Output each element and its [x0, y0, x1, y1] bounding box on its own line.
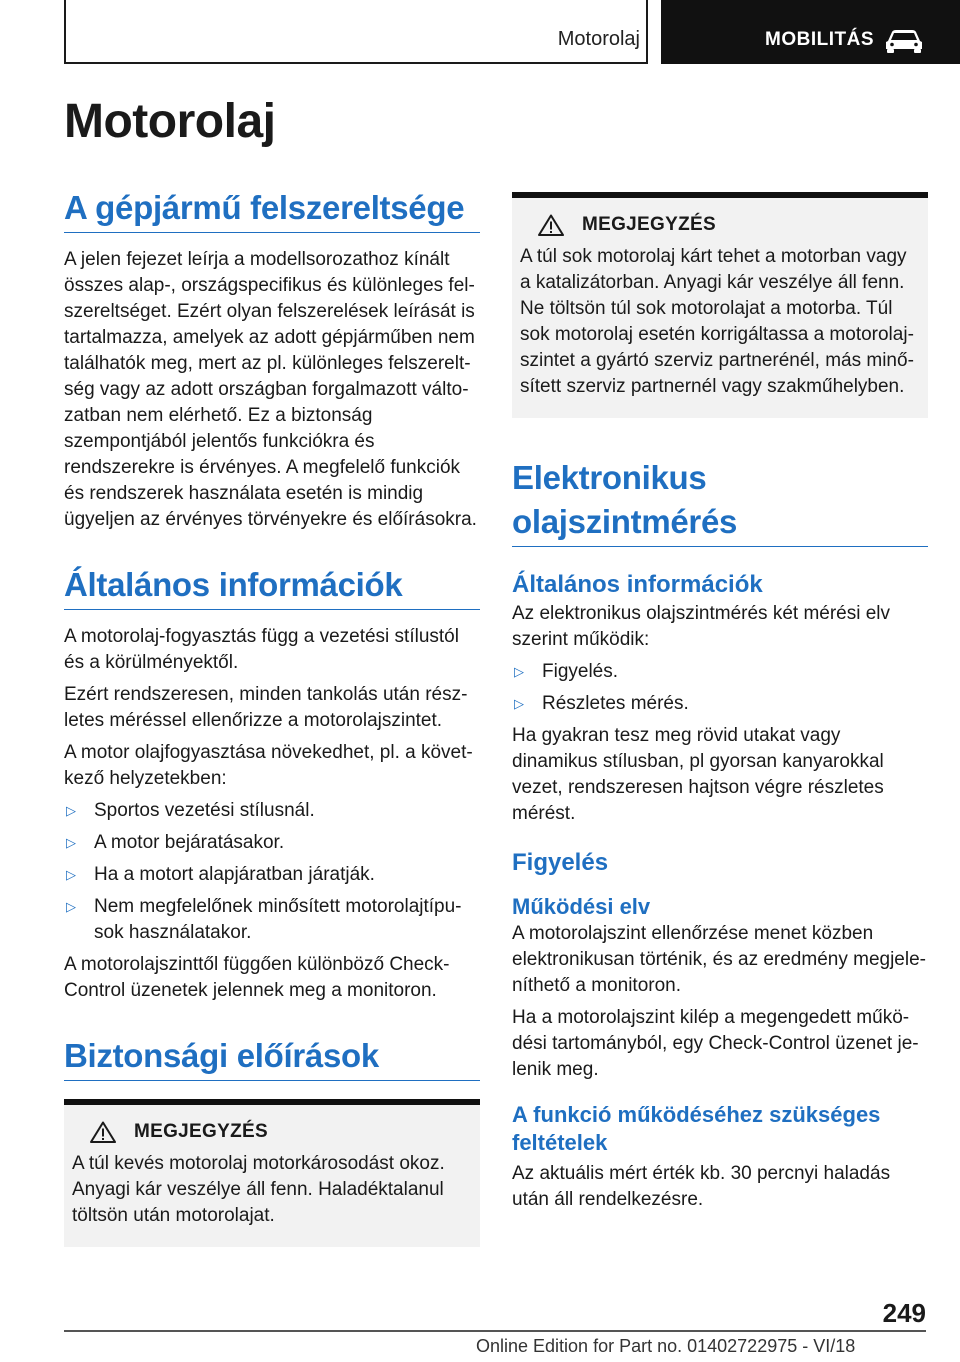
warning-triangle-icon	[538, 214, 564, 236]
consumption-situations-list	[64, 798, 480, 946]
paragraph-requirements: Az aktuális mért érték kb. 30 percnyi haladás után áll rendelkezésre.	[512, 1163, 891, 1210]
triangle-bullet-icon: ▷	[66, 899, 76, 914]
paragraph-measurement-principles: Az elektronikus olajszintmérés két mérési elv szerint működik:	[512, 603, 891, 650]
footer-divider	[64, 1330, 926, 1332]
note-box-low-oil	[64, 1099, 480, 1247]
heading-requirements: A funkció működéséhez szükséges feltételek	[512, 1102, 881, 1155]
note-box-too-much-oil	[512, 192, 928, 418]
list-item: ▷ A motor bejáratásakor.	[64, 830, 480, 856]
heading-general-info-right: Általános információk	[512, 571, 763, 598]
note-text: A túl sok motorolaj kárt tehet a motorban vagy a katalizátorban. Anyagi kár veszélye áll fenn. Ne töltsön túl sok motorolajat a motorba. Túl sok motorolaj esetén korrigáltassa a motorolajszintet a gyártó szerviz partnerénél, más minősített szerviz partnernél vagy szakműhelyben.	[520, 246, 914, 397]
paragraph-check-control: A motorolajszinttől függően különböző Check-Control üzenetek jelennek meg a monitoron.	[64, 954, 450, 1001]
list-item: ▷ Figyelés.	[512, 659, 928, 685]
measurement-principles-list	[512, 659, 928, 717]
paragraph-principle-2: Ha a motorolajszint kilép a megengedett működési tartományból, egy Check-Control üzenet jelenik meg.	[512, 1007, 919, 1080]
list-item: ▷ Ha a motort alapjáratban járatják.	[64, 862, 480, 888]
paragraph-equipment: A jelen fejezet leírja a modellsorozathoz kínált összes alap-, országspecifikus és különleges felszereltséget. Ezért olyan felszerelések leírását is tartalmazza, amelyek az adott gépjárműben nem találhatók meg, mert az pl. különleges felszereltség vagy az adott országban forgalmazott változatban nem elérhető. Ez a biztonság szempontjából jelentős funkciókra és rendszerekre is érvényes. A megfelelő funkciók és rendszerek használata esetén is mindig ügyeljen az érvényes törvényekre és előírásokra.	[64, 249, 477, 530]
triangle-bullet-icon: ▷	[66, 803, 76, 818]
heading-safety: Biztonsági előírások	[64, 1034, 480, 1081]
paragraph-short-trips: Ha gyakran tesz meg rövid utakat vagy dinamikus stílusban, pl gyorsan kanyarokkal vezet, rendszeresen hajtson végre részletes mérést.	[512, 725, 884, 824]
note-title: MEGJEGYZÉS	[134, 1121, 268, 1142]
page-number: 249	[882, 1298, 926, 1328]
triangle-bullet-icon: ▷	[514, 664, 524, 679]
heading-operating-principle: Működési elv	[512, 894, 651, 919]
header-brand: MOBILITÁS	[765, 29, 874, 50]
heading-electronic-oil-measurement: Elektronikus olajszintmérés	[512, 456, 928, 547]
list-item: ▷ Nem megfelelőnek minősített motorolajtípusok használatakor.	[66, 896, 462, 943]
heading-general-info: Általános információk	[64, 563, 480, 610]
triangle-bullet-icon: ▷	[514, 696, 524, 711]
right-column	[512, 192, 928, 1213]
heading-monitoring: Figyelés	[512, 849, 609, 876]
footer-edition: Online Edition for Part no. 01402722975 - VI/18	[476, 1336, 856, 1356]
car-icon	[884, 27, 924, 53]
note-text: A túl kevés motorolaj motorkárosodást okoz. Anyagi kár veszélye áll fenn. Haladéktalanul töltsön után motorolajat.	[72, 1153, 445, 1226]
paragraph-check-regularly: Ezért rendszeresen, minden tankolás után részletes méréssel ellenőrizze a motorolajszintet.	[64, 684, 468, 731]
paragraph-principle-1: A motorolajszint ellenőrzése menet közben elektronikusan történik, és az eredmény megjeleníthető a monitoron.	[512, 923, 926, 996]
list-item: ▷ Sportos vezetési stílusnál.	[64, 798, 480, 824]
paragraph-increase: A motor olajfogyasztása növekedhet, pl. a következő helyzetekben:	[64, 742, 473, 789]
header-section-title: Motorolaj	[557, 28, 640, 50]
note-title: MEGJEGYZÉS	[582, 214, 716, 235]
list-item: ▷ Részletes mérés.	[512, 691, 928, 717]
triangle-bullet-icon: ▷	[66, 867, 76, 882]
heading-vehicle-equipment: A gépjármű felszereltsége	[64, 186, 480, 233]
triangle-bullet-icon: ▷	[66, 835, 76, 850]
warning-triangle-icon	[90, 1121, 116, 1143]
paragraph-consumption: A motorolaj-fogyasztás függ a vezetési stílustól és a körülményektől.	[64, 626, 459, 673]
left-column	[64, 186, 480, 1247]
page-title: Motorolaj	[64, 95, 276, 148]
